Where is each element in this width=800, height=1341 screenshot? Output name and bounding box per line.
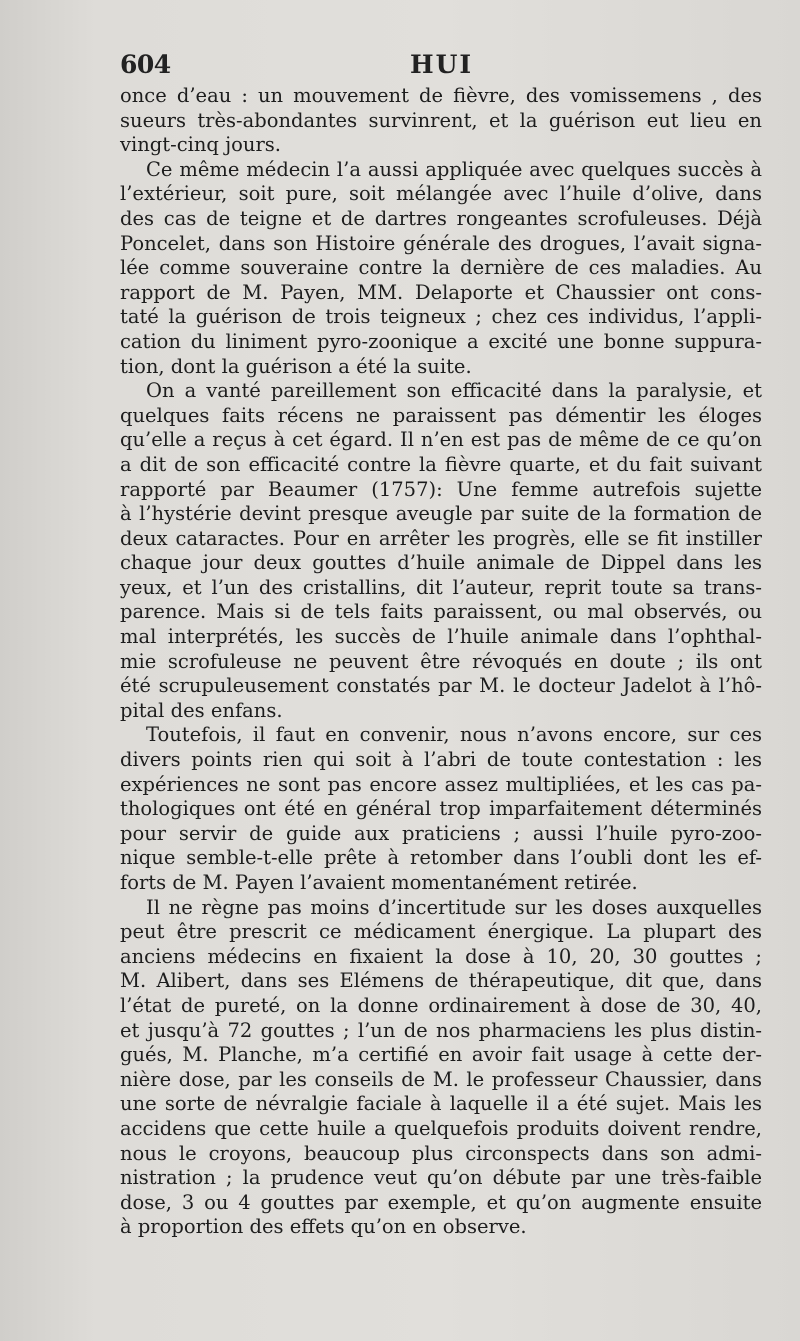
text-line: taté la guérison de trois teigneux ; chez ces individus, l’appli- — [120, 305, 762, 329]
text-line: vingt-cinq jours. — [120, 133, 281, 157]
text-line: On a vanté pareillement son efficacité dans la paralysie, et — [146, 379, 762, 403]
text-line: mal interprétés, les succès de l’huile animale dans l’ophthal- — [120, 625, 762, 649]
text-line: nistration ; la prudence veut qu’on débute par une très-faible — [120, 1166, 762, 1190]
text-line: quelques faits récens ne paraissent pas démentir les éloges — [120, 403, 762, 427]
text-line: anciens médecins en fixaient la dose à 10, 20, 30 gouttes ; — [120, 944, 762, 968]
page-header — [120, 50, 760, 82]
text-line: deux cataractes. Pour en arrêter les progrès, elle se fit instiller — [120, 526, 762, 550]
text-line: rapport de M. Payen, MM. Delaporte et Chaussier ont cons- — [120, 280, 762, 304]
text-line: dose, 3 ou 4 gouttes par exemple, et qu’on augmente ensuite — [120, 1190, 762, 1214]
text-line: et jusqu’à 72 gouttes ; l’un de nos pharmaciens les plus distin- — [120, 1018, 762, 1042]
text-line: à proportion des effets qu’on en observe. — [120, 1215, 527, 1239]
text-line: pour servir de guide aux praticiens ; aussi l’huile pyro-zoo- — [120, 821, 762, 845]
text-line: accidens que cette huile a quelquefois produits doivent rendre, — [120, 1116, 762, 1140]
text-line: expériences ne sont pas encore assez multipliées, et les cas pa- — [120, 772, 762, 796]
text-line: nière dose, par les conseils de M. le professeur Chaussier, dans — [120, 1067, 762, 1091]
text-line: Toutefois, il faut en convenir, nous n’avons encore, sur ces — [146, 723, 762, 747]
text-line: a dit de son efficacité contre la fièvre quarte, et du fait suivant — [120, 452, 762, 476]
text-line: parence. Mais si de tels faits paraissent, ou mal observés, ou — [120, 600, 762, 624]
text-line: nique semble-t-elle prête à retomber dans l’oubli dont les ef- — [120, 846, 762, 870]
text-line: tion, dont la guérison a été la suite. — [120, 354, 472, 378]
text-line: once d’eau : un mouvement de fièvre, des vomissemens , des — [120, 84, 762, 107]
text-line: Ce même médecin l’a aussi appliquée avec quelques succès à — [146, 157, 762, 181]
text-line: lée comme souveraine contre la dernière de ces maladies. Au — [120, 256, 762, 280]
text-line: yeux, et l’un des cristallins, dit l’auteur, reprit toute sa trans- — [120, 575, 762, 599]
text-line: peut être prescrit ce médicament énergique. La plupart des — [120, 920, 762, 944]
page-number: 604 — [120, 50, 171, 79]
text-line: été scrupuleusement constatés par M. le docteur Jadelot à l’hô- — [120, 674, 762, 698]
text-line: cation du liniment pyro-zoonique a excité une bonne suppura- — [120, 329, 762, 353]
text-line: nous le croyons, beaucoup plus circonspects dans son admi- — [120, 1141, 762, 1165]
text-line: qu’elle a reçus à cet égard. Il n’en est pas de même de ce qu’on — [120, 428, 762, 452]
text-line: mie scrofuleuse ne peuvent être révoqués en doute ; ils ont — [120, 649, 762, 673]
text-line: à l’hystérie devint presque aveugle par suite de la formation de — [120, 502, 762, 526]
text-line: gués, M. Planche, m’a certifié en avoir fait usage à cette der- — [120, 1043, 762, 1067]
text-line: Poncelet, dans son Histoire générale des drogues, l’avait signa- — [120, 231, 762, 255]
text-line: des cas de teigne et de dartres rongeantes scrofuleuses. Déjà — [120, 206, 762, 230]
text-line: une sorte de névralgie faciale à laquelle il a été sujet. Mais les — [120, 1092, 762, 1116]
text-line: Il ne règne pas moins d’incertitude sur les doses auxquelles — [146, 895, 762, 919]
text-line: thologiques ont été en général trop imparfaitement déterminés — [120, 797, 762, 821]
running-head: HUI — [410, 50, 474, 79]
text-line: forts de M. Payen l’avaient momentanément retirée. — [120, 871, 638, 894]
text-line: pital des enfans. — [120, 698, 283, 722]
text-line: divers points rien qui soit à l’abri de toute contestation : les — [120, 748, 762, 772]
text-line: M. Alibert, dans ses Elémens de thérapeutique, dit que, dans — [120, 969, 762, 993]
text-line: l’extérieur, soit pure, soit mélangée avec l’huile d’olive, dans — [120, 182, 762, 206]
text-line: sueurs très-abondantes survinrent, et la guérison eut lieu en — [120, 108, 762, 132]
text-line: l’état de pureté, on la donne ordinairement à dose de 30, 40, — [120, 993, 762, 1017]
text-line: rapporté par Beaumer (1757): Une femme autrefois sujette — [120, 477, 762, 501]
text-line: chaque jour deux gouttes d’huile animale de Dippel dans les — [120, 551, 762, 575]
body-text — [120, 84, 762, 1240]
